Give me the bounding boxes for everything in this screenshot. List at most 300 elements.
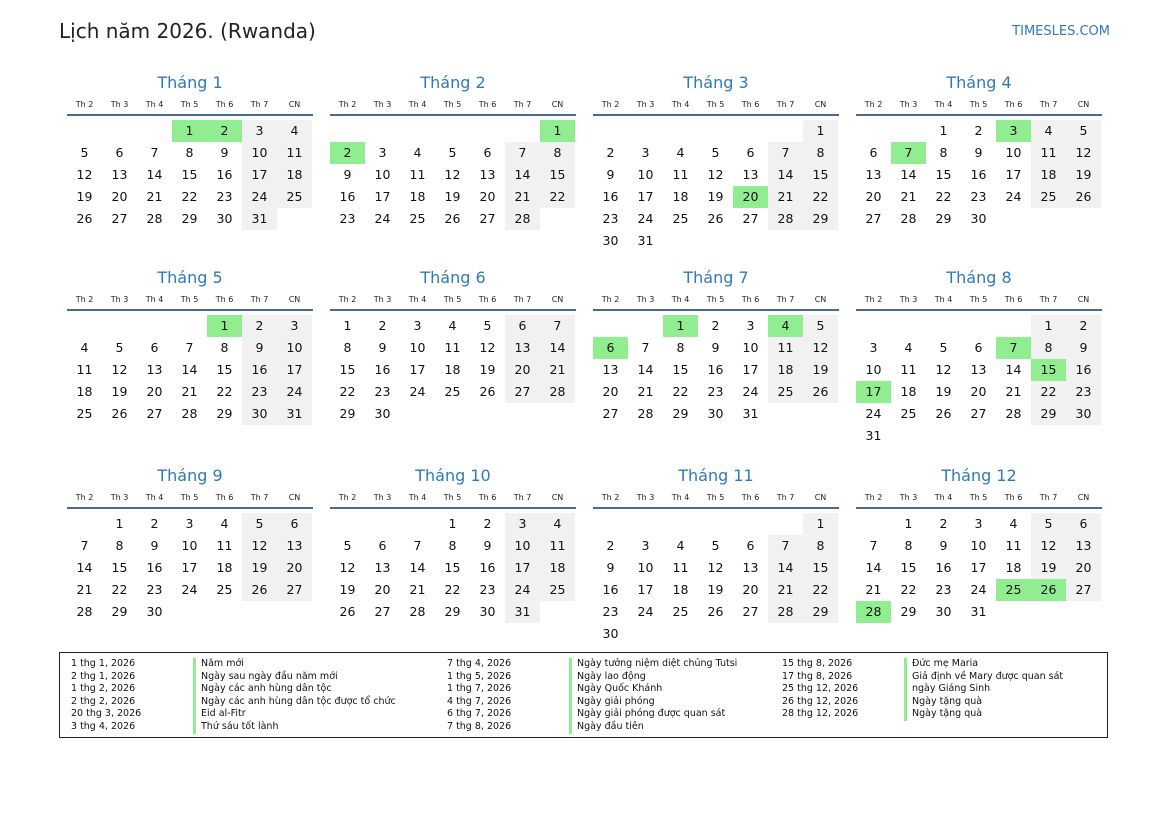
holiday-name: Ngày sau ngày đầu năm mới: [193, 671, 338, 684]
day-cell: 14: [181, 362, 198, 377]
day-cell: 6: [277, 513, 312, 535]
weekday-label: Th 2: [864, 100, 883, 109]
day-cell: 12: [111, 362, 128, 377]
month-name: Tháng 7: [683, 268, 749, 287]
day-cell: 28: [637, 406, 654, 421]
weekday-header: [67, 94, 313, 116]
day-cell: 12: [707, 167, 724, 182]
weekday-label: CN: [551, 100, 564, 109]
day-cell: 27: [479, 211, 496, 226]
day-cell: 4: [904, 340, 913, 355]
day-cell: 27: [277, 579, 312, 601]
day-cell: 20: [1066, 557, 1101, 579]
legend-row: [71, 708, 396, 721]
weekday-label: Th 2: [601, 100, 620, 109]
day-cell: 13: [505, 337, 540, 359]
day-cell: 30: [146, 604, 163, 619]
day-cell: 11: [76, 362, 93, 377]
day-cell: 9: [150, 538, 159, 553]
day-cell: 14: [900, 167, 917, 182]
day-cell: 29: [935, 211, 952, 226]
weekday-label: Th 5: [969, 493, 988, 502]
day-grid: [67, 513, 313, 623]
weekday-label: Th 3: [899, 100, 918, 109]
day-cell: 7: [150, 145, 159, 160]
holiday-date: 2 thg 2, 2026: [71, 695, 136, 707]
day-cell: 29: [803, 601, 838, 623]
day-cell: 17: [970, 560, 987, 575]
weekday-label: Th 4: [145, 295, 164, 304]
day-cell: 28: [181, 406, 198, 421]
day-cell: 24: [637, 604, 654, 619]
day-cell: 12: [479, 340, 496, 355]
day-cell: 29: [111, 604, 128, 619]
day-cell: 15: [803, 164, 838, 186]
day-cell: 11: [277, 142, 312, 164]
day-cell: 17: [374, 189, 391, 204]
empty-cell: [400, 120, 435, 142]
day-cell: 24: [865, 406, 882, 421]
holiday-date: 15 thg 8, 2026: [782, 658, 853, 669]
day-cell: 21: [409, 582, 426, 597]
legend-row: [71, 671, 396, 684]
month-name: Tháng 11: [678, 466, 754, 485]
legend-row: [782, 683, 1063, 696]
day-cell: 9: [378, 340, 387, 355]
weekday-label: Th 6: [215, 295, 234, 304]
month-name: Tháng 4: [946, 73, 1012, 92]
day-cell: 31: [970, 604, 987, 619]
day-cell: 15: [935, 167, 952, 182]
day-cell: 15: [672, 362, 689, 377]
weekday-header: [330, 94, 576, 116]
holiday-date: 6 thg 7, 2026: [447, 708, 512, 720]
day-cell: 24: [505, 579, 540, 601]
day-cell: 8: [540, 142, 575, 164]
empty-cell: [663, 120, 698, 142]
day-cell: 29: [1031, 403, 1066, 425]
day-cell: 21: [637, 384, 654, 399]
day-cell: 22: [672, 384, 689, 399]
day-cell: 25: [277, 186, 312, 208]
day-cell: 4: [1009, 516, 1018, 531]
day-cell: 19: [111, 384, 128, 399]
empty-cell: [628, 315, 663, 337]
day-cell: 7: [641, 340, 650, 355]
day-cell: 14: [865, 560, 882, 575]
day-cell: 16: [935, 560, 952, 575]
holiday-date: 25 thg 12, 2026: [782, 683, 859, 695]
weekday-label: Th 5: [180, 100, 199, 109]
holiday-date: 7 thg 8, 2026: [447, 720, 512, 732]
day-cell: 28: [146, 211, 163, 226]
day-cell: 5: [803, 315, 838, 337]
weekday-header: [593, 289, 839, 311]
day-cell: 9: [1066, 337, 1101, 359]
day-cell: 14: [540, 337, 575, 359]
weekday-header: [593, 94, 839, 116]
day-grid: [593, 120, 839, 252]
weekday-label: Th 6: [1004, 100, 1023, 109]
day-cell: 11: [1031, 142, 1066, 164]
holiday-date: 1 thg 1, 2026: [71, 658, 136, 669]
weekday-label: Th 7: [513, 493, 532, 502]
day-cell: 19: [242, 557, 277, 579]
day-cell: 9: [606, 167, 615, 182]
day-cell: 19: [479, 362, 496, 377]
day-cell: 25: [1031, 186, 1066, 208]
day-cell: 10: [181, 538, 198, 553]
day-cell: 7: [505, 142, 540, 164]
day-cell: 3: [641, 145, 650, 160]
day-cell: 21: [505, 186, 540, 208]
day-cell: 19: [803, 359, 838, 381]
day-cell: 6: [115, 145, 124, 160]
day-cell: 13: [479, 167, 496, 182]
day-cell: 22: [216, 384, 233, 399]
day-cell: 3: [185, 516, 194, 531]
day-cell: 18: [540, 557, 575, 579]
day-cell: 28: [409, 604, 426, 619]
day-cell: 17: [277, 359, 312, 381]
day-cell: 18: [768, 359, 803, 381]
day-cell: 26: [444, 211, 461, 226]
day-cell: 14: [768, 557, 803, 579]
day-cell: 22: [935, 189, 952, 204]
day-cell: 31: [242, 208, 277, 230]
weekday-header: [593, 487, 839, 509]
empty-cell: [733, 513, 768, 535]
day-cell: 27: [742, 604, 759, 619]
day-cell: 24: [970, 582, 987, 597]
day-cell: 11: [409, 167, 426, 182]
day-cell: 28: [505, 208, 540, 230]
day-cell: 5: [1031, 513, 1066, 535]
day-cell: 20: [505, 359, 540, 381]
day-cell: 21: [76, 582, 93, 597]
month-block: [593, 465, 839, 645]
day-cell: 2: [378, 318, 387, 333]
day-cell: 5: [242, 513, 277, 535]
empty-cell: [67, 315, 102, 337]
day-cell: 14: [1005, 362, 1022, 377]
holiday-day-cell: 1: [172, 120, 207, 142]
day-cell: 2: [939, 516, 948, 531]
holiday-name: ngày Giáng Sinh: [904, 683, 990, 696]
day-cell: 9: [711, 340, 720, 355]
empty-cell: [593, 120, 628, 142]
weekday-label: Th 2: [338, 493, 357, 502]
day-cell: 1: [939, 123, 948, 138]
empty-cell: [698, 513, 733, 535]
day-cell: 12: [1031, 535, 1066, 557]
day-cell: 24: [181, 582, 198, 597]
empty-cell: [330, 120, 365, 142]
holiday-day-cell: 7: [891, 142, 926, 164]
legend-row: [447, 671, 737, 684]
day-cell: 10: [277, 337, 312, 359]
day-cell: 12: [444, 167, 461, 182]
day-cell: 6: [483, 145, 492, 160]
day-cell: 2: [974, 123, 983, 138]
day-cell: 7: [540, 315, 575, 337]
day-cell: 12: [1066, 142, 1101, 164]
empty-cell: [856, 315, 891, 337]
month-block: [856, 267, 1102, 447]
empty-cell: [102, 120, 137, 142]
day-cell: 11: [672, 560, 689, 575]
holiday-name: Ngày đầu tiên: [569, 721, 644, 734]
weekday-label: Th 3: [636, 493, 655, 502]
day-cell: 21: [181, 384, 198, 399]
day-cell: 27: [146, 406, 163, 421]
day-cell: 23: [602, 604, 619, 619]
day-cell: 16: [602, 189, 619, 204]
site-link[interactable]: TIMESLES.COM: [1012, 24, 1110, 39]
holiday-date: 7 thg 4, 2026: [447, 658, 512, 669]
day-cell: 30: [479, 604, 496, 619]
day-cell: 14: [768, 164, 803, 186]
day-cell: 3: [746, 318, 755, 333]
day-cell: 17: [242, 164, 277, 186]
day-cell: 28: [768, 601, 803, 623]
day-cell: 26: [803, 381, 838, 403]
day-cell: 30: [970, 211, 987, 226]
day-cell: 31: [637, 233, 654, 248]
holiday-day-cell: 3: [996, 120, 1031, 142]
weekday-label: Th 7: [776, 493, 795, 502]
day-cell: 31: [505, 601, 540, 623]
day-cell: 3: [505, 513, 540, 535]
day-cell: 29: [216, 406, 233, 421]
holiday-day-cell: 20: [733, 186, 768, 208]
day-grid: [856, 120, 1102, 230]
weekday-label: Th 5: [706, 493, 725, 502]
holiday-date: 2 thg 1, 2026: [71, 670, 136, 682]
day-cell: 10: [505, 535, 540, 557]
day-cell: 17: [505, 557, 540, 579]
day-cell: 11: [444, 340, 461, 355]
weekday-label: Th 4: [145, 493, 164, 502]
holiday-name: Thứ sáu tốt lành: [193, 721, 278, 734]
day-cell: 25: [672, 604, 689, 619]
day-cell: 23: [1066, 381, 1101, 403]
empty-cell: [768, 513, 803, 535]
day-cell: 19: [1066, 164, 1101, 186]
weekday-label: Th 3: [373, 295, 392, 304]
weekday-label: Th 2: [75, 295, 94, 304]
holiday-name: Ngày các anh hùng dân tộc: [193, 683, 332, 696]
weekday-label: Th 4: [934, 100, 953, 109]
day-cell: 13: [970, 362, 987, 377]
holiday-name: Ngày tặng quà: [904, 696, 982, 709]
day-cell: 24: [242, 186, 277, 208]
day-cell: 26: [111, 406, 128, 421]
weekday-label: Th 5: [969, 100, 988, 109]
day-cell: 24: [374, 211, 391, 226]
empty-cell: [891, 120, 926, 142]
day-cell: 17: [181, 560, 198, 575]
day-cell: 23: [242, 381, 277, 403]
holiday-date: 4 thg 7, 2026: [447, 695, 512, 707]
day-cell: 6: [869, 145, 878, 160]
holiday-date: 20 thg 3, 2026: [71, 708, 142, 720]
weekday-label: Th 4: [671, 493, 690, 502]
day-cell: 13: [742, 560, 759, 575]
day-cell: 26: [707, 604, 724, 619]
day-cell: 11: [900, 362, 917, 377]
day-cell: 27: [1066, 579, 1101, 601]
day-cell: 13: [374, 560, 391, 575]
day-cell: 25: [216, 582, 233, 597]
weekday-label: Th 4: [408, 295, 427, 304]
day-cell: 5: [483, 318, 492, 333]
day-cell: 16: [970, 167, 987, 182]
weekday-label: Th 7: [1039, 493, 1058, 502]
day-cell: 5: [939, 340, 948, 355]
day-cell: 17: [637, 582, 654, 597]
month-block: [67, 267, 313, 425]
weekday-label: Th 5: [969, 295, 988, 304]
holiday-date: 3 thg 4, 2026: [71, 720, 136, 732]
day-cell: 24: [637, 211, 654, 226]
day-cell: 30: [935, 604, 952, 619]
weekday-label: Th 3: [110, 100, 129, 109]
day-cell: 15: [900, 560, 917, 575]
empty-cell: [470, 120, 505, 142]
holiday-day-cell: 2: [207, 120, 242, 142]
holiday-name: Eid al-Fitr: [193, 708, 246, 721]
weekday-label: Th 7: [513, 295, 532, 304]
day-cell: 16: [374, 362, 391, 377]
empty-cell: [628, 120, 663, 142]
day-grid: [330, 315, 576, 425]
holiday-date: 28 thg 12, 2026: [782, 708, 859, 720]
holiday-day-cell: 4: [768, 315, 803, 337]
day-cell: 19: [935, 384, 952, 399]
day-cell: 8: [115, 538, 124, 553]
day-cell: 11: [540, 535, 575, 557]
weekday-label: Th 2: [75, 493, 94, 502]
weekday-label: CN: [814, 295, 827, 304]
day-cell: 22: [1031, 381, 1066, 403]
day-cell: 27: [865, 211, 882, 226]
weekday-header: [67, 487, 313, 509]
day-cell: 23: [970, 189, 987, 204]
empty-cell: [330, 513, 365, 535]
day-cell: 12: [76, 167, 93, 182]
weekday-label: Th 7: [776, 100, 795, 109]
day-cell: 7: [185, 340, 194, 355]
day-cell: 24: [1005, 189, 1022, 204]
day-cell: 9: [242, 337, 277, 359]
day-cell: 23: [339, 211, 356, 226]
day-cell: 16: [1066, 359, 1101, 381]
empty-cell: [891, 315, 926, 337]
day-cell: 9: [343, 167, 352, 182]
day-cell: 10: [637, 167, 654, 182]
weekday-label: Th 5: [706, 295, 725, 304]
day-cell: 26: [242, 579, 277, 601]
day-cell: 27: [970, 406, 987, 421]
day-cell: 18: [1005, 560, 1022, 575]
weekday-label: CN: [288, 295, 301, 304]
weekday-label: Th 4: [408, 100, 427, 109]
day-cell: 2: [1066, 315, 1101, 337]
empty-cell: [698, 120, 733, 142]
day-cell: 21: [1005, 384, 1022, 399]
holiday-day-cell: 2: [330, 142, 365, 164]
day-cell: 8: [939, 145, 948, 160]
weekday-label: Th 7: [250, 493, 269, 502]
day-cell: 6: [746, 538, 755, 553]
day-cell: 18: [76, 384, 93, 399]
day-cell: 22: [339, 384, 356, 399]
month-block: [856, 72, 1102, 230]
day-cell: 5: [448, 145, 457, 160]
weekday-label: Th 3: [373, 100, 392, 109]
weekday-label: Th 3: [636, 295, 655, 304]
day-cell: 4: [220, 516, 229, 531]
day-cell: 21: [540, 359, 575, 381]
day-cell: 16: [602, 582, 619, 597]
weekday-header: [856, 289, 1102, 311]
day-cell: 9: [974, 145, 983, 160]
day-cell: 18: [216, 560, 233, 575]
day-cell: 27: [111, 211, 128, 226]
holiday-day-cell: 17: [856, 381, 891, 403]
day-cell: 29: [900, 604, 917, 619]
day-cell: 17: [1005, 167, 1022, 182]
weekday-label: Th 6: [215, 100, 234, 109]
holiday-legend: [59, 652, 1108, 738]
holiday-day-cell: 7: [996, 337, 1031, 359]
weekday-header: [67, 289, 313, 311]
day-cell: 22: [181, 189, 198, 204]
legend-row: [782, 658, 1063, 671]
holiday-name: Ngày tưởng niệm diệt chủng Tutsi: [569, 658, 737, 671]
month-block: [856, 465, 1102, 623]
weekday-label: Th 7: [776, 295, 795, 304]
weekday-label: Th 2: [601, 295, 620, 304]
day-cell: 3: [378, 145, 387, 160]
day-cell: 20: [277, 557, 312, 579]
weekday-label: Th 5: [180, 295, 199, 304]
day-cell: 11: [1005, 538, 1022, 553]
holiday-date: 1 thg 5, 2026: [447, 670, 512, 682]
weekday-label: Th 2: [864, 493, 883, 502]
day-cell: 18: [672, 189, 689, 204]
day-cell: 16: [242, 359, 277, 381]
weekday-label: CN: [814, 100, 827, 109]
day-cell: 30: [374, 406, 391, 421]
weekday-label: CN: [551, 493, 564, 502]
day-cell: 26: [339, 604, 356, 619]
empty-cell: [67, 513, 102, 535]
month-block: [330, 465, 576, 623]
day-cell: 4: [540, 513, 575, 535]
day-cell: 11: [768, 337, 803, 359]
day-cell: 6: [378, 538, 387, 553]
legend-row: [447, 696, 737, 709]
day-cell: 1: [343, 318, 352, 333]
day-cell: 5: [1066, 120, 1101, 142]
weekday-header: [330, 289, 576, 311]
month-name: Tháng 6: [420, 268, 486, 287]
weekday-label: Th 6: [1004, 493, 1023, 502]
weekday-label: Th 6: [741, 100, 760, 109]
holiday-date: 26 thg 12, 2026: [782, 695, 859, 707]
